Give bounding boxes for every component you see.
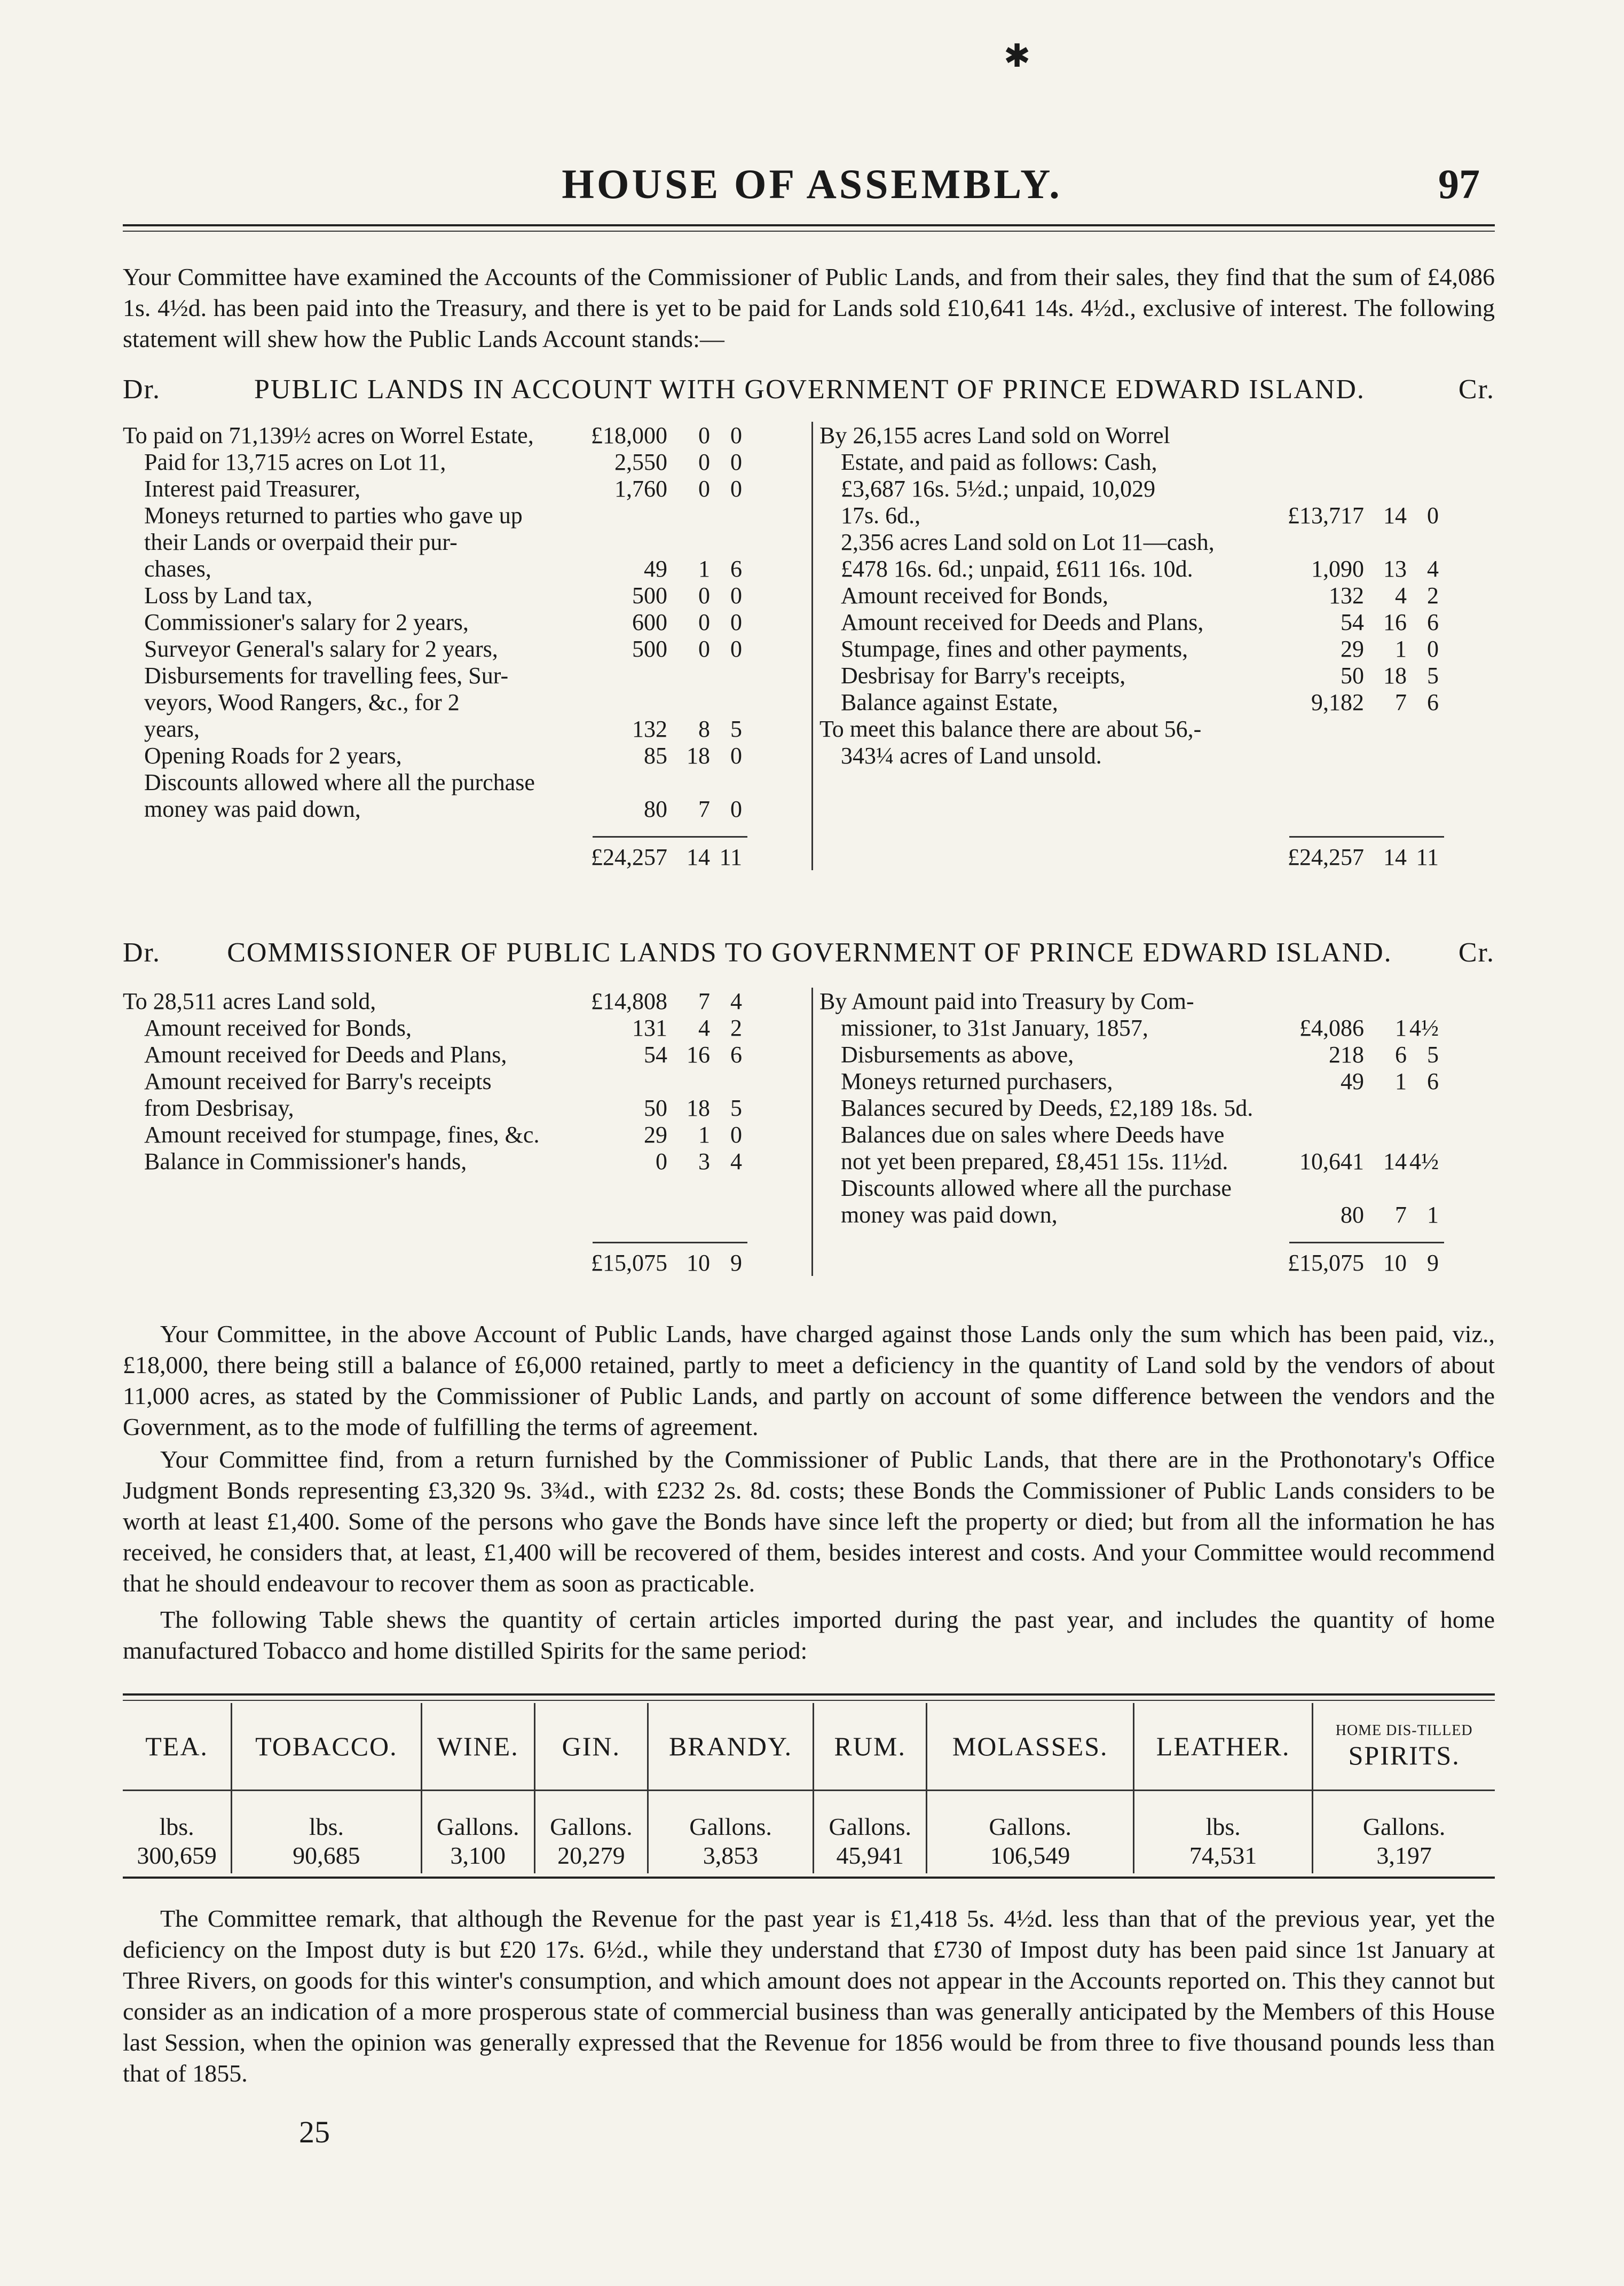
table-top-rule-secondary xyxy=(123,1700,1495,1701)
unit-label: Gallons. xyxy=(550,1813,633,1840)
debit-row-text: To 28,511 acres Land sold, xyxy=(123,988,376,1014)
debit-row-text: Opening Roads for 2 years, xyxy=(144,743,402,769)
credit-amount-pence: 5 xyxy=(1427,663,1439,689)
debit-row-text: veyors, Wood Rangers, &c., for 2 xyxy=(144,689,460,715)
credit-amount-shillings: 16 xyxy=(1383,609,1407,635)
ledger-divider xyxy=(811,422,813,870)
credit-amount-pounds: 80 xyxy=(1341,1202,1364,1228)
debit-row-text: Amount received for Deeds and Plans, xyxy=(144,1042,507,1068)
credit-amount-pence: 6 xyxy=(1427,609,1439,635)
debit-row-text: To paid on 71,139½ acres on Worrel Estate, xyxy=(123,422,534,448)
debit-amount-pence: 4 xyxy=(730,988,742,1014)
credit-row-text: Discounts allowed where all the purchase xyxy=(841,1175,1232,1201)
credit-total-pounds: £15,075 xyxy=(1288,1250,1364,1276)
col-header-brandy: BRANDY. xyxy=(648,1703,813,1790)
credit-amount-shillings: 18 xyxy=(1383,663,1407,689)
debit-row-text: their Lands or overpaid their pur- xyxy=(144,529,458,555)
table-top-rule xyxy=(123,1693,1495,1696)
debit-amount-pence: 0 xyxy=(730,743,742,769)
debit-amount-pounds: 29 xyxy=(644,1122,667,1148)
unit-label: Gallons. xyxy=(436,1813,519,1840)
debit-amount-shillings: 0 xyxy=(698,582,710,609)
account1-dr-label: Dr. xyxy=(123,374,161,405)
credit-amount-pence: 5 xyxy=(1427,1042,1439,1068)
col-header-rum: RUM. xyxy=(814,1703,927,1790)
debit-row-text: Commissioner's salary for 2 years, xyxy=(144,609,469,635)
debit-amount-pounds: 85 xyxy=(644,743,667,769)
debit-amount-pounds: 1,760 xyxy=(614,476,667,502)
debit-amount-pence: 0 xyxy=(730,422,742,448)
credit-amount-pounds: 10,641 xyxy=(1299,1148,1364,1174)
header-rule xyxy=(123,224,1495,226)
credit-row-text: To meet this balance there are about 56,- xyxy=(819,716,1202,742)
value-label: 20,279 xyxy=(557,1842,625,1869)
credit-row-text: Moneys returned purchasers, xyxy=(841,1068,1113,1094)
debit-amount-shillings: 7 xyxy=(698,796,710,822)
ornament-mark: ✱ xyxy=(1004,38,1031,74)
unit-label: lbs. xyxy=(309,1813,344,1840)
unit-label: lbs. xyxy=(159,1813,194,1840)
credit-amount-pounds: 9,182 xyxy=(1311,689,1364,715)
debit-amount-pounds: 49 xyxy=(644,556,667,582)
paragraph-revenue-remark: The Committee remark, that although the Revenue for the past year is £1,418 5s. 4½d. less than that of the previous year, yet the deficiency on the Impost duty is but £20 17s. 6½d., while they understand that £730 of Impost duty has been paid since 1st January at Three Rivers, on goods for this winter's consumption, and which amount does not appear in the Accounts reported on. This they cannot but consider as an indication of a more prosperous state of commercial business than was generally anticipated by the Members of this House last Session, when the opinion was generally expressed that the Revenue for 1856 would be from three to five thousand pounds less than that of 1855. xyxy=(123,1905,1495,2087)
debit-amount-shillings: 7 xyxy=(698,988,710,1014)
debit-amount-pounds: 2,550 xyxy=(614,449,667,475)
credit-amount-shillings: 1 xyxy=(1395,636,1407,662)
value-label: 106,549 xyxy=(990,1842,1070,1869)
debit-row-text: Balance in Commissioner's hands, xyxy=(144,1148,467,1174)
cell-rum xyxy=(814,1791,927,1873)
debit-row-text: Moneys returned to parties who gave up xyxy=(144,502,523,529)
credit-amount-shillings: 4 xyxy=(1395,582,1407,609)
debit-amount-pounds: 54 xyxy=(644,1042,667,1068)
credit-row-text: Balances due on sales where Deeds have xyxy=(841,1122,1225,1148)
credit-amount-pence: 6 xyxy=(1427,689,1439,715)
debit-total-rule xyxy=(593,1242,747,1243)
credit-amount-pence: 4 xyxy=(1427,556,1439,582)
account1-ledger xyxy=(123,422,1495,908)
unit-label: lbs. xyxy=(1205,1813,1241,1840)
debit-amount-pounds: £18,000 xyxy=(591,422,667,448)
cell-molasses xyxy=(927,1791,1134,1873)
credit-row-text: Estate, and paid as follows: Cash, xyxy=(841,449,1157,475)
ledger-divider xyxy=(811,988,813,1276)
credit-row-text: £3,687 16s. 5½d.; unpaid, 10,029 xyxy=(841,476,1156,502)
credit-amount-pounds: 49 xyxy=(1341,1068,1364,1094)
debit-total-rule xyxy=(593,836,747,838)
cell-leather xyxy=(1134,1791,1313,1873)
credit-amount-pounds: 29 xyxy=(1341,636,1364,662)
credit-amount-pounds: 1,090 xyxy=(1311,556,1364,582)
signature-mark: 25 xyxy=(299,2115,330,2149)
credit-amount-pounds: 50 xyxy=(1341,663,1364,689)
debit-row-text: years, xyxy=(144,716,200,742)
col-header-spirits xyxy=(1313,1703,1495,1790)
credit-amount-shillings: 13 xyxy=(1383,556,1407,582)
credit-amount-shillings: 14 xyxy=(1383,1148,1407,1174)
credit-amount-pence: 2 xyxy=(1427,582,1439,609)
debit-total-pounds: £15,075 xyxy=(591,1250,667,1276)
credit-total-pence: 9 xyxy=(1427,1250,1439,1276)
debit-row-text: from Desbrisay, xyxy=(144,1095,294,1121)
account2-ledger xyxy=(123,988,1495,1308)
value-label: 3,100 xyxy=(450,1842,506,1869)
credit-amount-pounds: 54 xyxy=(1341,609,1364,635)
unit-label: Gallons. xyxy=(1362,1813,1446,1840)
paragraph-table-intro: The following Table shews the quantity of certain articles imported during the past year, and includes the quantity of home manufactured Tobacco and home distilled Spirits for the same period: xyxy=(123,1606,1495,1664)
value-label: 300,659 xyxy=(137,1842,217,1869)
debit-amount-pounds: 80 xyxy=(644,796,667,822)
credit-total-pounds: £24,257 xyxy=(1288,844,1364,870)
credit-amount-pence: 0 xyxy=(1427,636,1439,662)
debit-amount-shillings: 4 xyxy=(698,1015,710,1041)
col-header-gin: GIN. xyxy=(534,1703,648,1790)
paragraph-land-balance: Your Committee, in the above Account of Public Lands, have charged against those Lands only the sum which has been paid, viz., £18,000, there being still a balance of £6,000 retained, partly to meet a deficiency in the quantity of Land sold by the vendors of about 11,000 acres, as stated by the Commissioner of Public Lands, and partly on account of some difference between the vendors and the Government, as to the mode of fulfilling the terms of agreement. xyxy=(123,1320,1495,1440)
debit-amount-pence: 6 xyxy=(730,1042,742,1068)
imports-header-row xyxy=(123,1703,1495,1790)
credit-row-text: Stumpage, fines and other payments, xyxy=(841,636,1188,662)
account1-heading xyxy=(123,374,1495,405)
col-header-leather: LEATHER. xyxy=(1134,1703,1313,1790)
debit-amount-shillings: 8 xyxy=(698,716,710,742)
cell-brandy xyxy=(648,1791,813,1873)
debit-amount-pence: 5 xyxy=(730,1095,742,1121)
account2-heading xyxy=(123,937,1495,968)
cell-tea xyxy=(123,1791,232,1873)
credit-amount-shillings: 7 xyxy=(1395,689,1407,715)
credit-total-rule xyxy=(1289,836,1444,838)
value-label: 45,941 xyxy=(836,1842,904,1869)
debit-row-text: Interest paid Treasurer, xyxy=(144,476,361,502)
value-label: 3,197 xyxy=(1376,1842,1432,1869)
paragraph-judgment-bonds: Your Committee find, from a return furnished by the Commissioner of Public Lands, that there are in the Prothonotary's Office Judgment Bonds representing £3,320 9s. 3¾d., with £232 2s. 8d. costs; these Bonds the Commissioner of Public Lands considers to be worth at least £1,400. Some of the persons who gave the Bonds have since left the property or died; but from all the information he has received, he considers that, at least, £1,400 will be recovered of them, besides interest and costs. And your Committee would recommend that he should endeavour to recover them as soon as practicable. xyxy=(123,1446,1495,1597)
debit-amount-shillings: 0 xyxy=(698,636,710,662)
debit-total-shillings: 14 xyxy=(687,844,710,870)
credit-row-text: By 26,155 acres Land sold on Worrel xyxy=(819,422,1170,448)
debit-amount-pounds: 131 xyxy=(632,1015,667,1041)
credit-amount-shillings: 6 xyxy=(1395,1042,1407,1068)
imports-table xyxy=(123,1703,1495,1873)
value-label: 90,685 xyxy=(293,1842,360,1869)
page-number: 97 xyxy=(1438,161,1480,207)
credit-row-text: 17s. 6d., xyxy=(841,502,921,529)
credit-total-shillings: 10 xyxy=(1383,1250,1407,1276)
cell-gin xyxy=(534,1791,648,1873)
debit-amount-pounds: 500 xyxy=(632,636,667,662)
col-header-tea: TEA. xyxy=(123,1703,232,1790)
account2-title: COMMISSIONER OF PUBLIC LANDS TO GOVERNMENT OF PRINCE EDWARD ISLAND. xyxy=(227,937,1392,968)
debit-amount-shillings: 1 xyxy=(698,1122,710,1148)
debit-amount-pence: 5 xyxy=(730,716,742,742)
debit-amount-shillings: 0 xyxy=(698,422,710,448)
debit-amount-pence: 0 xyxy=(730,636,742,662)
debit-amount-pence: 0 xyxy=(730,796,742,822)
credit-row-text: not yet been prepared, £8,451 15s. 11½d. xyxy=(841,1148,1228,1174)
debit-row-text: Amount received for stumpage, fines, &c. xyxy=(144,1122,540,1148)
debit-total-pence: 11 xyxy=(719,844,742,870)
debit-amount-shillings: 0 xyxy=(698,449,710,475)
credit-amount-shillings: 1 xyxy=(1395,1068,1407,1094)
debit-amount-shillings: 1 xyxy=(698,556,710,582)
intro-paragraph: Your Committee have examined the Accounts of the Commissioner of Public Lands, and from their sales, they find that the sum of £4,086 1s. 4½d. has been paid into the Treasury, and there is yet to be paid for Lands sold £10,641 14s. 4½d., exclusive of interest. The following statement will shew how the Public Lands Account stands:— xyxy=(123,263,1495,352)
account2-dr-label: Dr. xyxy=(123,937,161,968)
debit-amount-shillings: 18 xyxy=(687,743,710,769)
credit-row-text: money was paid down, xyxy=(841,1202,1058,1228)
spirits-header-top: HOME DIS-TILLED xyxy=(1335,1722,1473,1739)
spirits-header-bottom: SPIRITS. xyxy=(1348,1740,1460,1770)
debit-amount-shillings: 0 xyxy=(698,476,710,502)
debit-amount-shillings: 3 xyxy=(698,1148,710,1174)
debit-row-text: Paid for 13,715 acres on Lot 11, xyxy=(144,449,446,475)
debit-row-text: Loss by Land tax, xyxy=(144,582,313,609)
unit-label: Gallons. xyxy=(989,1813,1071,1840)
account1-title: PUBLIC LANDS IN ACCOUNT WITH GOVERNMENT OF PRINCE EDWARD ISLAND. xyxy=(254,374,1365,405)
cell-spirits xyxy=(1313,1791,1495,1873)
table-bottom-rule xyxy=(123,1877,1495,1879)
debit-row-text: Disbursements for travelling fees, Sur- xyxy=(144,663,509,689)
debit-amount-shillings: 16 xyxy=(687,1042,710,1068)
debit-total-pence: 9 xyxy=(730,1250,742,1276)
debit-amount-pence: 0 xyxy=(730,1122,742,1148)
credit-row-text: 2,356 acres Land sold on Lot 11—cash, xyxy=(841,529,1215,555)
credit-row-text: Amount received for Deeds and Plans, xyxy=(841,609,1204,635)
credit-amount-shillings: 7 xyxy=(1395,1202,1407,1228)
col-header-molasses: MOLASSES. xyxy=(927,1703,1134,1790)
debit-amount-pounds: 0 xyxy=(656,1148,667,1174)
cell-tobacco xyxy=(232,1791,421,1873)
credit-amount-pence: 0 xyxy=(1427,502,1439,529)
col-header-tobacco: TOBACCO. xyxy=(232,1703,421,1790)
credit-row-text: Desbrisay for Barry's receipts, xyxy=(841,663,1126,689)
debit-amount-shillings: 0 xyxy=(698,609,710,635)
debit-amount-pence: 4 xyxy=(730,1148,742,1174)
credit-row-text: £478 16s. 6d.; unpaid, £611 16s. 10d. xyxy=(841,556,1193,582)
cell-wine xyxy=(421,1791,534,1873)
debit-row-text: Amount received for Bonds, xyxy=(144,1015,412,1041)
page-title: HOUSE OF ASSEMBLY. xyxy=(562,161,1062,207)
credit-row-text: By Amount paid into Treasury by Com- xyxy=(819,988,1194,1014)
debit-total-pounds: £24,257 xyxy=(591,844,667,870)
credit-total-pence: 11 xyxy=(1416,844,1439,870)
credit-amount-shillings: 1 xyxy=(1395,1015,1407,1041)
credit-amount-pence: 1 xyxy=(1427,1202,1439,1228)
debit-amount-pence: 0 xyxy=(730,449,742,475)
unit-label: Gallons. xyxy=(689,1813,772,1840)
debit-amount-pence: 6 xyxy=(730,556,742,582)
debit-total-shillings: 10 xyxy=(687,1250,710,1276)
debit-amount-pence: 0 xyxy=(730,582,742,609)
credit-amount-pounds: £4,086 xyxy=(1299,1015,1364,1041)
debit-amount-pounds: 50 xyxy=(644,1095,667,1121)
credit-amount-pence: 6 xyxy=(1427,1068,1439,1094)
credit-amount-pence: 4½ xyxy=(1409,1015,1439,1041)
credit-row-text: 343¼ acres of Land unsold. xyxy=(841,743,1102,769)
credit-amount-pounds: 218 xyxy=(1329,1042,1364,1068)
debit-amount-pounds: 500 xyxy=(632,582,667,609)
credit-row-text: missioner, to 31st January, 1857, xyxy=(841,1015,1148,1041)
debit-row-text: chases, xyxy=(144,556,211,582)
debit-amount-pence: 2 xyxy=(730,1015,742,1041)
debit-amount-pounds: £14,808 xyxy=(591,988,667,1014)
debit-row-text: Amount received for Barry's receipts xyxy=(144,1068,492,1094)
debit-row-text: money was paid down, xyxy=(144,796,361,822)
account2-cr-label: Cr. xyxy=(1458,937,1495,968)
unit-label: Gallons. xyxy=(829,1813,912,1840)
account1-cr-label: Cr. xyxy=(1458,374,1495,405)
debit-row-text: Surveyor General's salary for 2 years, xyxy=(144,636,498,662)
credit-amount-pounds: 132 xyxy=(1329,582,1364,609)
debit-amount-pounds: 600 xyxy=(632,609,667,635)
credit-amount-shillings: 14 xyxy=(1383,502,1407,529)
header-rule-secondary xyxy=(123,231,1495,232)
col-header-wine: WINE. xyxy=(421,1703,534,1790)
credit-row-text: Amount received for Bonds, xyxy=(841,582,1108,609)
value-label: 3,853 xyxy=(703,1842,759,1869)
debit-amount-pence: 0 xyxy=(730,476,742,502)
credit-amount-pence: 4½ xyxy=(1409,1148,1439,1174)
debit-amount-shillings: 18 xyxy=(687,1095,710,1121)
value-label: 74,531 xyxy=(1189,1842,1257,1869)
debit-amount-pounds: 132 xyxy=(632,716,667,742)
debit-amount-pence: 0 xyxy=(730,609,742,635)
imports-data-row xyxy=(123,1791,1495,1873)
credit-amount-pounds: £13,717 xyxy=(1288,502,1364,529)
credit-total-rule xyxy=(1289,1242,1444,1243)
credit-total-shillings: 14 xyxy=(1383,844,1407,870)
credit-row-text: Balances secured by Deeds, £2,189 18s. 5d. xyxy=(841,1095,1254,1121)
credit-row-text: Disbursements as above, xyxy=(841,1042,1074,1068)
credit-row-text: Balance against Estate, xyxy=(841,689,1058,715)
debit-row-text: Discounts allowed where all the purchase xyxy=(144,769,535,795)
